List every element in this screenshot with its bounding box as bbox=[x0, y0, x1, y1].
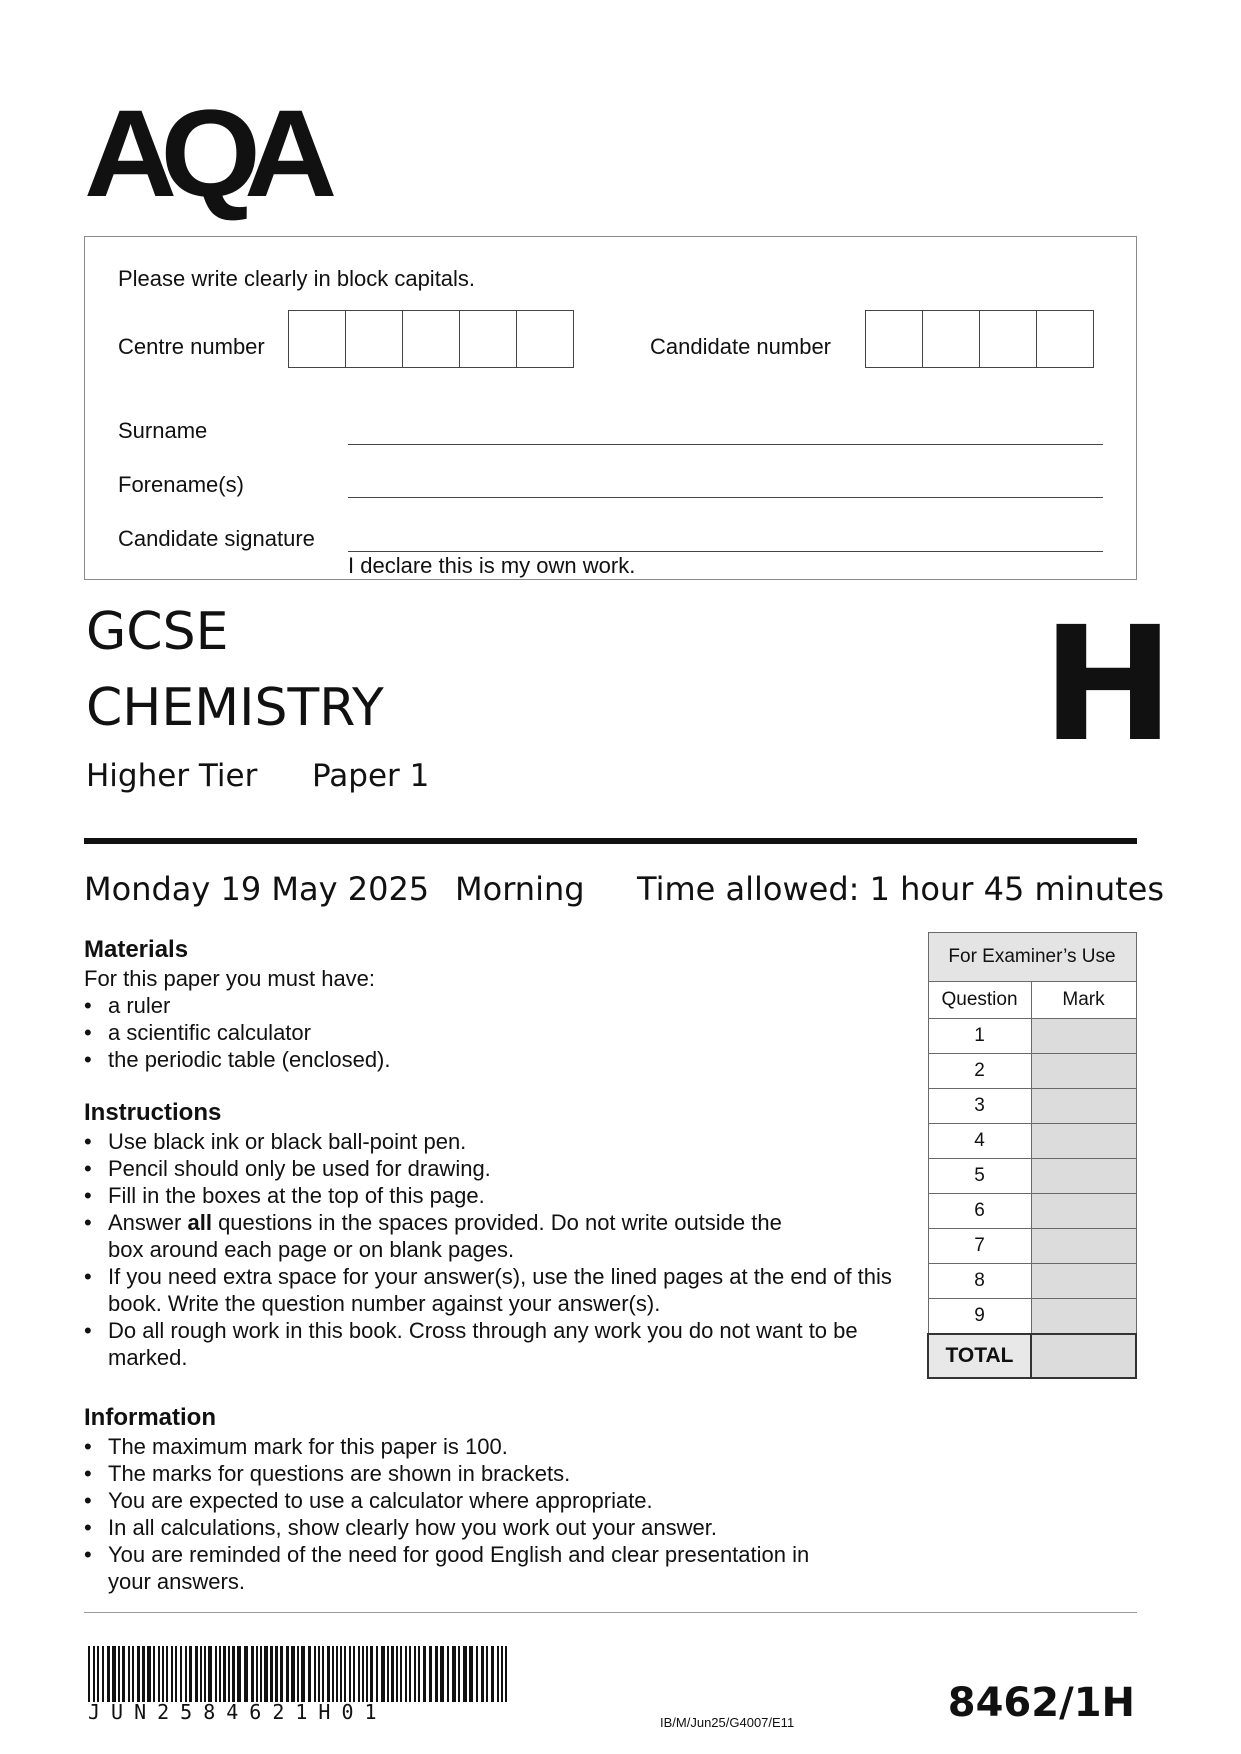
candidate-number-label: Candidate number bbox=[650, 334, 832, 359]
table-row bbox=[928, 1089, 1136, 1124]
centre-number-digit-box[interactable] bbox=[402, 310, 460, 368]
barcode-bar bbox=[204, 1646, 206, 1702]
barcode-bar bbox=[505, 1646, 507, 1702]
barcode-bar bbox=[122, 1646, 125, 1702]
total-label: TOTAL bbox=[928, 1334, 1031, 1378]
barcode-bar bbox=[332, 1646, 334, 1702]
list-item: • If you need extra space for your answer(s), use the lined pages at the end of this book. Write the question number against your answer(s). bbox=[84, 1264, 892, 1316]
question-number: 5 bbox=[928, 1159, 1031, 1194]
barcode-bar bbox=[162, 1646, 164, 1702]
centre-number-boxes[interactable] bbox=[288, 310, 574, 368]
barcode-bar bbox=[251, 1646, 254, 1702]
barcode-bar bbox=[314, 1646, 316, 1702]
forenames-field[interactable] bbox=[348, 497, 1103, 498]
barcode-bar bbox=[497, 1646, 499, 1702]
barcode-bar bbox=[180, 1646, 182, 1702]
barcode-bar bbox=[291, 1646, 295, 1702]
barcode-bar bbox=[458, 1646, 460, 1702]
examiner-use-table bbox=[927, 932, 1137, 1379]
barcode-bar bbox=[440, 1646, 444, 1702]
barcode-bar bbox=[476, 1646, 478, 1702]
surname-label: Surname bbox=[118, 418, 208, 443]
exam-date: Monday 19 May 2025 bbox=[84, 870, 430, 908]
question-number: 1 bbox=[928, 1019, 1031, 1054]
table-row bbox=[928, 1019, 1136, 1054]
barcode-bar bbox=[286, 1646, 289, 1702]
barcode-bar bbox=[118, 1646, 120, 1702]
barcode-bar bbox=[400, 1646, 402, 1702]
question-number: 3 bbox=[928, 1089, 1031, 1124]
mark-cell bbox=[1031, 1229, 1136, 1264]
barcode-bar bbox=[409, 1646, 411, 1702]
barcode-bar bbox=[418, 1646, 420, 1702]
barcode-bar bbox=[481, 1646, 484, 1702]
list-item: • Pencil should only be used for drawing. bbox=[84, 1156, 491, 1181]
table-row bbox=[928, 1124, 1136, 1159]
mark-cell bbox=[1031, 1019, 1136, 1054]
barcode-bar bbox=[429, 1646, 432, 1702]
examiner-use-title: For Examiner’s Use bbox=[928, 933, 1136, 982]
barcode-bar bbox=[301, 1646, 305, 1702]
information-heading: Information bbox=[84, 1404, 216, 1431]
exam-session: Morning bbox=[455, 870, 585, 908]
question-number: 7 bbox=[928, 1229, 1031, 1264]
title-divider bbox=[84, 838, 1137, 844]
barcode-bar bbox=[215, 1646, 217, 1702]
tier-label: Higher Tier bbox=[86, 758, 258, 794]
barcode-bar bbox=[142, 1646, 145, 1702]
barcode-bar bbox=[264, 1646, 268, 1702]
forenames-label: Forename(s) bbox=[118, 472, 244, 497]
barcode-bar bbox=[376, 1646, 378, 1702]
instructions-list bbox=[84, 1128, 904, 1371]
barcode-bar bbox=[275, 1646, 278, 1702]
barcode-bar bbox=[185, 1646, 187, 1702]
signature-label: Candidate signature bbox=[118, 526, 315, 551]
barcode-bar bbox=[391, 1646, 394, 1702]
barcode-bar bbox=[486, 1646, 488, 1702]
table-row bbox=[928, 1334, 1136, 1378]
mark-cell bbox=[1031, 1299, 1136, 1335]
subject-title: CHEMISTRY bbox=[86, 678, 384, 738]
barcode-bar bbox=[491, 1646, 494, 1702]
question-number: 2 bbox=[928, 1054, 1031, 1089]
barcode-bar bbox=[260, 1646, 262, 1702]
barcode-bar bbox=[469, 1646, 473, 1702]
question-number: 8 bbox=[928, 1264, 1031, 1299]
barcode-bar bbox=[223, 1646, 226, 1702]
qualification-title: GCSE bbox=[86, 602, 229, 662]
barcode-bar bbox=[308, 1646, 311, 1702]
list-item: • Answer all questions in the spaces provided. Do not write outside the box around each page or on blank pages. bbox=[84, 1210, 782, 1262]
mark-cell bbox=[1031, 1089, 1136, 1124]
document-reference: IB/M/Jun25/G4007/E11 bbox=[660, 1715, 795, 1730]
barcode-bar bbox=[349, 1646, 351, 1702]
barcode-bar bbox=[93, 1646, 95, 1702]
barcode-bar bbox=[297, 1646, 299, 1702]
barcode-bar bbox=[336, 1646, 338, 1702]
barcode-bar bbox=[88, 1646, 90, 1702]
barcode bbox=[88, 1646, 512, 1702]
list-item: • a scientific calculator bbox=[84, 1020, 311, 1045]
paper-code: 8462/1H bbox=[947, 1680, 1135, 1726]
barcode-bar bbox=[387, 1646, 389, 1702]
barcode-bar bbox=[256, 1646, 258, 1702]
barcode-bar bbox=[228, 1646, 230, 1702]
total-mark-cell bbox=[1031, 1334, 1136, 1378]
barcode-bar bbox=[189, 1646, 192, 1702]
barcode-bar bbox=[396, 1646, 398, 1702]
list-item: • The maximum mark for this paper is 100. bbox=[84, 1434, 508, 1459]
materials-intro: For this paper you must have: bbox=[84, 966, 376, 991]
mark-column-header: Mark bbox=[1031, 982, 1136, 1019]
barcode-bar bbox=[353, 1646, 355, 1702]
barcode-bar bbox=[340, 1646, 342, 1702]
barcode-bar bbox=[137, 1646, 140, 1702]
barcode-bar bbox=[175, 1646, 177, 1702]
question-column-header: Question bbox=[928, 982, 1031, 1019]
barcode-bar bbox=[232, 1646, 235, 1702]
barcode-bar bbox=[381, 1646, 385, 1702]
question-number: 4 bbox=[928, 1124, 1031, 1159]
table-row bbox=[928, 1194, 1136, 1229]
time-allowed: Time allowed: 1 hour 45 minutes bbox=[637, 870, 1164, 908]
centre-number-digit-box[interactable] bbox=[288, 310, 346, 368]
tier-letter: H bbox=[1042, 593, 1175, 777]
barcode-bar bbox=[112, 1646, 116, 1702]
barcode-bar bbox=[200, 1646, 202, 1702]
signature-field[interactable] bbox=[348, 551, 1103, 552]
centre-number-label: Centre number bbox=[118, 334, 265, 359]
barcode-bar bbox=[270, 1646, 273, 1702]
question-number: 6 bbox=[928, 1194, 1031, 1229]
barcode-bar bbox=[452, 1646, 456, 1702]
centre-number-digit-box[interactable] bbox=[459, 310, 517, 368]
barcode-bar bbox=[370, 1646, 373, 1702]
barcode-bar bbox=[158, 1646, 160, 1702]
barcode-bar bbox=[208, 1646, 212, 1702]
barcode-bar bbox=[501, 1646, 503, 1702]
mark-cell bbox=[1031, 1124, 1136, 1159]
barcode-bar bbox=[435, 1646, 438, 1702]
barcode-bar bbox=[153, 1646, 155, 1702]
list-item: • You are expected to use a calculator where appropriate. bbox=[84, 1488, 653, 1513]
barcode-bar bbox=[244, 1646, 248, 1702]
barcode-text: JUN2584621H01 bbox=[88, 1700, 388, 1724]
table-row bbox=[928, 1299, 1136, 1335]
barcode-bar bbox=[147, 1646, 151, 1702]
barcode-bar bbox=[463, 1646, 467, 1702]
barcode-bar bbox=[344, 1646, 346, 1702]
barcode-bar bbox=[280, 1646, 283, 1702]
instructions-heading: Instructions bbox=[84, 1099, 222, 1126]
barcode-bar bbox=[166, 1646, 168, 1702]
centre-number-digit-box[interactable] bbox=[516, 310, 574, 368]
list-item: • a ruler bbox=[84, 993, 171, 1018]
barcode-bar bbox=[447, 1646, 449, 1702]
barcode-bar bbox=[237, 1646, 241, 1702]
list-item: • In all calculations, show clearly how you work out your answer. bbox=[84, 1515, 717, 1540]
barcode-bar bbox=[366, 1646, 368, 1702]
declaration-text: I declare this is my own work. bbox=[348, 553, 636, 578]
aqa-logo: AQA bbox=[84, 85, 321, 223]
list-item: • the periodic table (enclosed). bbox=[84, 1047, 391, 1072]
table-row bbox=[928, 1054, 1136, 1089]
barcode-bar bbox=[414, 1646, 416, 1702]
mark-cell bbox=[1031, 1054, 1136, 1089]
mark-cell bbox=[1031, 1159, 1136, 1194]
mark-cell bbox=[1031, 1264, 1136, 1299]
barcode-bar bbox=[219, 1646, 221, 1702]
barcode-bar bbox=[327, 1646, 330, 1702]
candidate-number-digit-box[interactable] bbox=[1036, 310, 1094, 368]
barcode-bar bbox=[358, 1646, 360, 1702]
barcode-bar bbox=[97, 1646, 99, 1702]
barcode-bar bbox=[423, 1646, 426, 1702]
barcode-bar bbox=[171, 1646, 173, 1702]
footer-divider bbox=[84, 1612, 1137, 1613]
centre-number-digit-box[interactable] bbox=[345, 310, 403, 368]
barcode-bar bbox=[132, 1646, 134, 1702]
mark-cell bbox=[1031, 1194, 1136, 1229]
candidate-number-boxes[interactable] bbox=[865, 310, 1094, 368]
barcode-bar bbox=[107, 1646, 110, 1702]
barcode-bar bbox=[195, 1646, 198, 1702]
barcode-bar bbox=[318, 1646, 320, 1702]
barcode-bar bbox=[102, 1646, 104, 1702]
block-capitals-instruction: Please write clearly in block capitals. bbox=[118, 266, 476, 291]
question-number: 9 bbox=[928, 1299, 1031, 1335]
barcode-bar bbox=[362, 1646, 364, 1702]
barcode-bar bbox=[128, 1646, 130, 1702]
candidate-number-digit-box[interactable] bbox=[865, 310, 923, 368]
table-row bbox=[928, 1264, 1136, 1299]
materials-list bbox=[84, 992, 884, 1073]
table-row bbox=[928, 1229, 1136, 1264]
list-item: • Use black ink or black ball-point pen. bbox=[84, 1129, 467, 1154]
paper-number: Paper 1 bbox=[312, 758, 430, 794]
barcode-bar bbox=[405, 1646, 407, 1702]
table-row bbox=[928, 1159, 1136, 1194]
materials-heading: Materials bbox=[84, 936, 189, 963]
list-item: • You are reminded of the need for good English and clear presentation in your answers. bbox=[84, 1542, 810, 1594]
list-item: • Fill in the boxes at the top of this page. bbox=[84, 1183, 485, 1208]
list-item: • Do all rough work in this book. Cross through any work you do not want to be marked. bbox=[84, 1318, 858, 1370]
candidate-number-digit-box[interactable] bbox=[922, 310, 980, 368]
list-item: • The marks for questions are shown in brackets. bbox=[84, 1461, 571, 1486]
barcode-bar bbox=[322, 1646, 324, 1702]
surname-field[interactable] bbox=[348, 444, 1103, 445]
candidate-number-digit-box[interactable] bbox=[979, 310, 1037, 368]
information-list bbox=[84, 1433, 904, 1595]
